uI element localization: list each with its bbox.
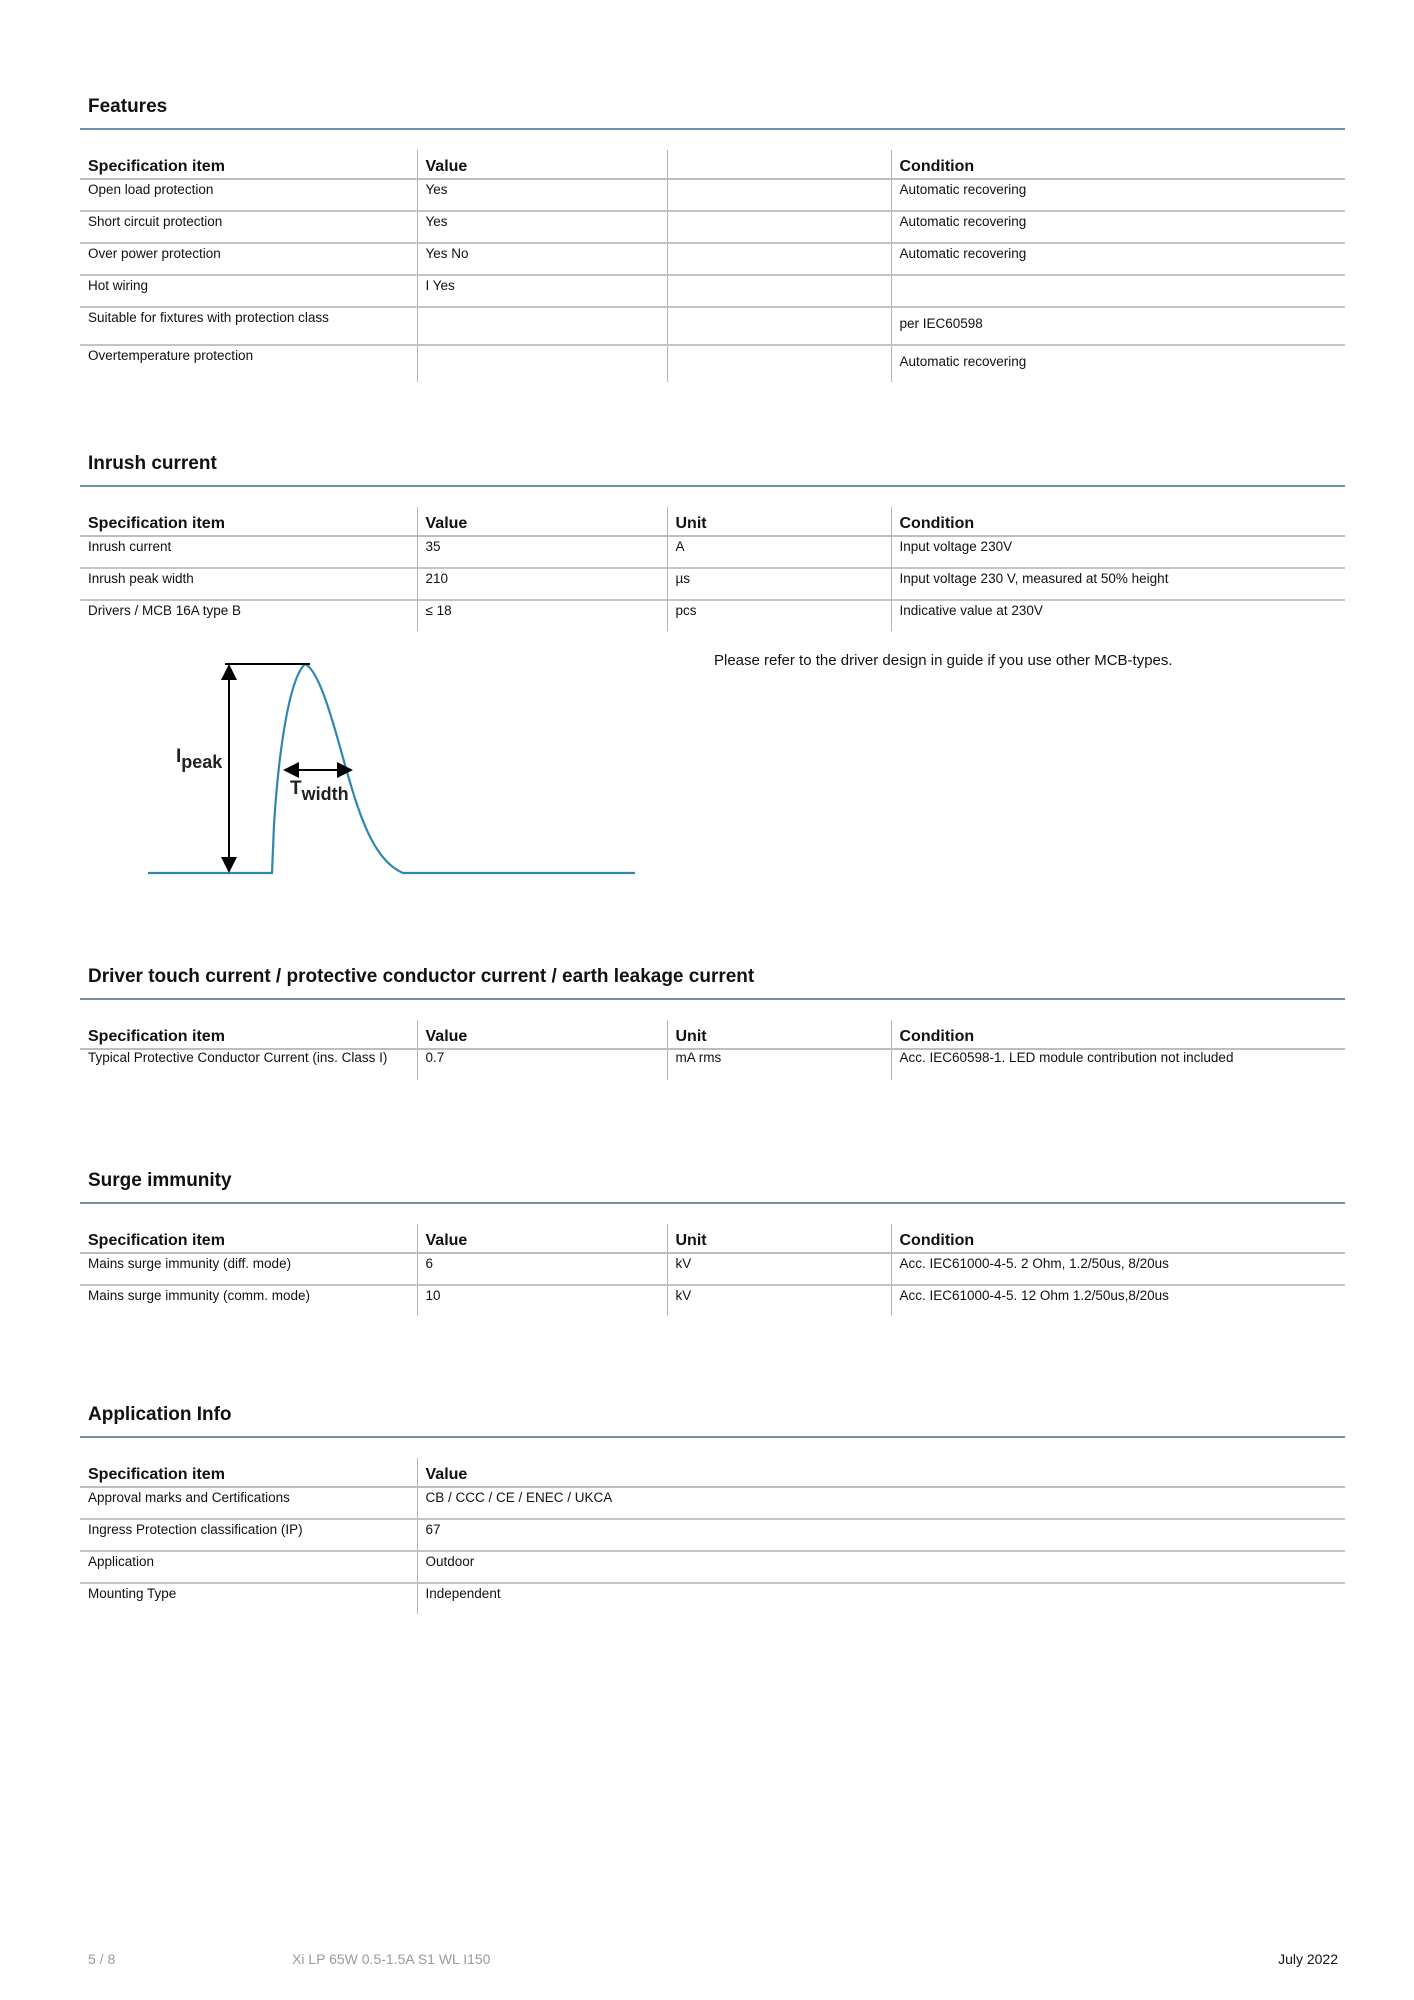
spec-unit: mA rms bbox=[667, 1049, 891, 1080]
spec-item: Hot wiring bbox=[80, 275, 417, 307]
table-row bbox=[80, 1583, 1345, 1614]
spec-item: Mains surge immunity (comm. mode) bbox=[88, 1288, 311, 1303]
inrush-table bbox=[80, 507, 1345, 631]
spec-item: Application bbox=[80, 1551, 417, 1583]
ipeak-sub-label: peak bbox=[181, 752, 223, 772]
table-row bbox=[80, 1487, 1345, 1519]
spec-item: Overtemperature protection bbox=[88, 348, 254, 363]
table-row bbox=[80, 1285, 1345, 1316]
spec-value bbox=[417, 307, 667, 345]
spec-unit: µs bbox=[667, 568, 891, 600]
spec-item: Short circuit protection bbox=[80, 211, 417, 243]
spec-value: 6 bbox=[417, 1253, 667, 1285]
ipeak-label: I bbox=[176, 746, 182, 767]
section-divider bbox=[80, 1202, 1345, 1204]
column-header: Condition bbox=[891, 507, 1345, 536]
page-number: 5 / 8 bbox=[88, 1951, 116, 1967]
column-header bbox=[667, 150, 891, 179]
column-header: Value bbox=[417, 507, 667, 536]
section-title: Surge immunity bbox=[88, 1170, 232, 1191]
application-section bbox=[80, 1402, 1345, 1614]
column-header: Value bbox=[417, 1458, 1345, 1487]
spec-condition: Acc. IEC61000-4-5. 2 Ohm, 1.2/50us, 8/20us bbox=[891, 1253, 1345, 1285]
touch-current-section bbox=[80, 964, 1345, 1080]
inrush-section bbox=[80, 451, 1345, 631]
spec-item: Approval marks and Certifications bbox=[80, 1487, 417, 1519]
spec-value bbox=[417, 345, 667, 382]
spec-value: 210 bbox=[417, 568, 667, 600]
spec-item: Mounting Type bbox=[88, 1586, 177, 1601]
spec-item: Ingress Protection classification (IP) bbox=[80, 1519, 417, 1551]
table-row bbox=[80, 243, 1345, 275]
table-row bbox=[80, 568, 1345, 600]
column-header: Specification item bbox=[80, 1224, 417, 1253]
spec-item: Typical Protective Conductor Current (ins. Class I) bbox=[88, 1050, 388, 1065]
spec-item: Drivers / MCB 16A type B bbox=[88, 603, 242, 618]
spec-condition: Acc. IEC61000-4-5. 12 Ohm 1.2/50us,8/20us bbox=[891, 1285, 1345, 1316]
spec-condition: per IEC60598 bbox=[891, 307, 1345, 345]
application-table bbox=[80, 1458, 1345, 1614]
spec-item: Inrush peak width bbox=[80, 568, 417, 600]
table-header-row bbox=[80, 150, 1345, 179]
column-header: Unit bbox=[667, 1020, 891, 1049]
features-section bbox=[80, 94, 1345, 382]
svg-text:Twidth bbox=[290, 778, 349, 804]
spec-value: Yes bbox=[417, 179, 667, 211]
spec-unit: pcs bbox=[667, 600, 891, 631]
spec-value: 35 bbox=[417, 536, 667, 568]
spec-value: CB / CCC / CE / ENEC / UKCA bbox=[417, 1487, 1345, 1519]
spec-item: Over power protection bbox=[80, 243, 417, 275]
spec-unit bbox=[667, 307, 891, 345]
spec-value: 67 bbox=[417, 1519, 1345, 1551]
spec-unit: kV bbox=[667, 1253, 891, 1285]
spec-unit: A bbox=[667, 536, 891, 568]
table-header-row bbox=[80, 507, 1345, 536]
product-name: Xi LP 65W 0.5-1.5A S1 WL I150 bbox=[292, 1951, 491, 1967]
spec-value: I Yes bbox=[417, 275, 667, 307]
table-row bbox=[80, 307, 1345, 345]
table-row bbox=[80, 345, 1345, 382]
spec-value: Yes bbox=[417, 211, 667, 243]
table-header-row bbox=[80, 1224, 1345, 1253]
section-divider bbox=[80, 485, 1345, 487]
column-header: Specification item bbox=[80, 1458, 417, 1487]
spec-item: Mains surge immunity (diff. mode) bbox=[80, 1253, 417, 1285]
column-header: Specification item bbox=[80, 150, 417, 179]
column-header: Unit bbox=[667, 507, 891, 536]
section-divider bbox=[80, 128, 1345, 130]
column-header: Condition bbox=[891, 150, 1345, 179]
spec-condition: Indicative value at 230V bbox=[891, 600, 1345, 631]
table-row bbox=[80, 179, 1345, 211]
spec-unit bbox=[667, 345, 891, 382]
table-row bbox=[80, 1519, 1345, 1551]
column-header: Condition bbox=[891, 1224, 1345, 1253]
spec-condition bbox=[891, 275, 1345, 307]
document-date: July 2022 bbox=[1278, 1951, 1338, 1967]
table-row bbox=[80, 1253, 1345, 1285]
spec-value: ≤ 18 bbox=[417, 600, 667, 631]
spec-value: Yes No bbox=[417, 243, 667, 275]
section-divider bbox=[80, 1436, 1345, 1438]
features-table bbox=[80, 150, 1345, 382]
table-row bbox=[80, 211, 1345, 243]
inrush-waveform-diagram bbox=[140, 650, 660, 890]
spec-condition: Input voltage 230 V, measured at 50% height bbox=[891, 568, 1345, 600]
column-header: Unit bbox=[667, 1224, 891, 1253]
svg-text:Ipeak bbox=[176, 746, 223, 772]
table-row bbox=[80, 1049, 1345, 1080]
section-title: Application Info bbox=[88, 1404, 232, 1425]
table-row bbox=[80, 275, 1345, 307]
spec-condition: Automatic recovering bbox=[891, 211, 1345, 243]
table-row bbox=[80, 536, 1345, 568]
section-title: Driver touch current / protective conductor current / earth leakage current bbox=[88, 966, 755, 987]
spec-value: 0.7 bbox=[417, 1049, 667, 1080]
twidth-sub-label: width bbox=[301, 784, 349, 804]
inrush-waveform-icon bbox=[140, 650, 660, 890]
table-header-row bbox=[80, 1458, 1345, 1487]
spec-value: Outdoor bbox=[417, 1551, 1345, 1583]
section-divider bbox=[80, 998, 1345, 1000]
section-title: Features bbox=[88, 96, 168, 117]
spec-condition: Automatic recovering bbox=[891, 243, 1345, 275]
table-row bbox=[80, 600, 1345, 631]
surge-table bbox=[80, 1224, 1345, 1316]
spec-item: Suitable for fixtures with protection class bbox=[80, 307, 417, 345]
spec-condition: Automatic recovering bbox=[891, 179, 1345, 211]
column-header: Specification item bbox=[80, 1020, 417, 1049]
spec-value: 10 bbox=[417, 1285, 667, 1316]
table-header-row bbox=[80, 1020, 1345, 1049]
spec-condition: Input voltage 230V bbox=[891, 536, 1345, 568]
section-title: Inrush current bbox=[88, 453, 217, 474]
spec-condition: Acc. IEC60598-1. LED module contribution not included bbox=[891, 1049, 1345, 1080]
column-header: Specification item bbox=[80, 507, 417, 536]
column-header: Value bbox=[417, 1020, 667, 1049]
spec-unit bbox=[667, 243, 891, 275]
touch-current-table bbox=[80, 1020, 1345, 1080]
column-header: Condition bbox=[891, 1020, 1345, 1049]
spec-unit: kV bbox=[667, 1285, 891, 1316]
spec-item: Inrush current bbox=[80, 536, 417, 568]
table-row bbox=[80, 1551, 1345, 1583]
column-header: Value bbox=[417, 1224, 667, 1253]
mcb-note: Please refer to the driver design in guide if you use other MCB-types. bbox=[714, 652, 1173, 669]
spec-condition: Automatic recovering bbox=[891, 345, 1345, 382]
column-header: Value bbox=[417, 150, 667, 179]
spec-unit bbox=[667, 275, 891, 307]
surge-section bbox=[80, 1168, 1345, 1316]
twidth-label: T bbox=[290, 778, 302, 799]
spec-unit bbox=[667, 179, 891, 211]
spec-unit bbox=[667, 211, 891, 243]
spec-item: Open load protection bbox=[80, 179, 417, 211]
spec-value: Independent bbox=[417, 1583, 1345, 1614]
